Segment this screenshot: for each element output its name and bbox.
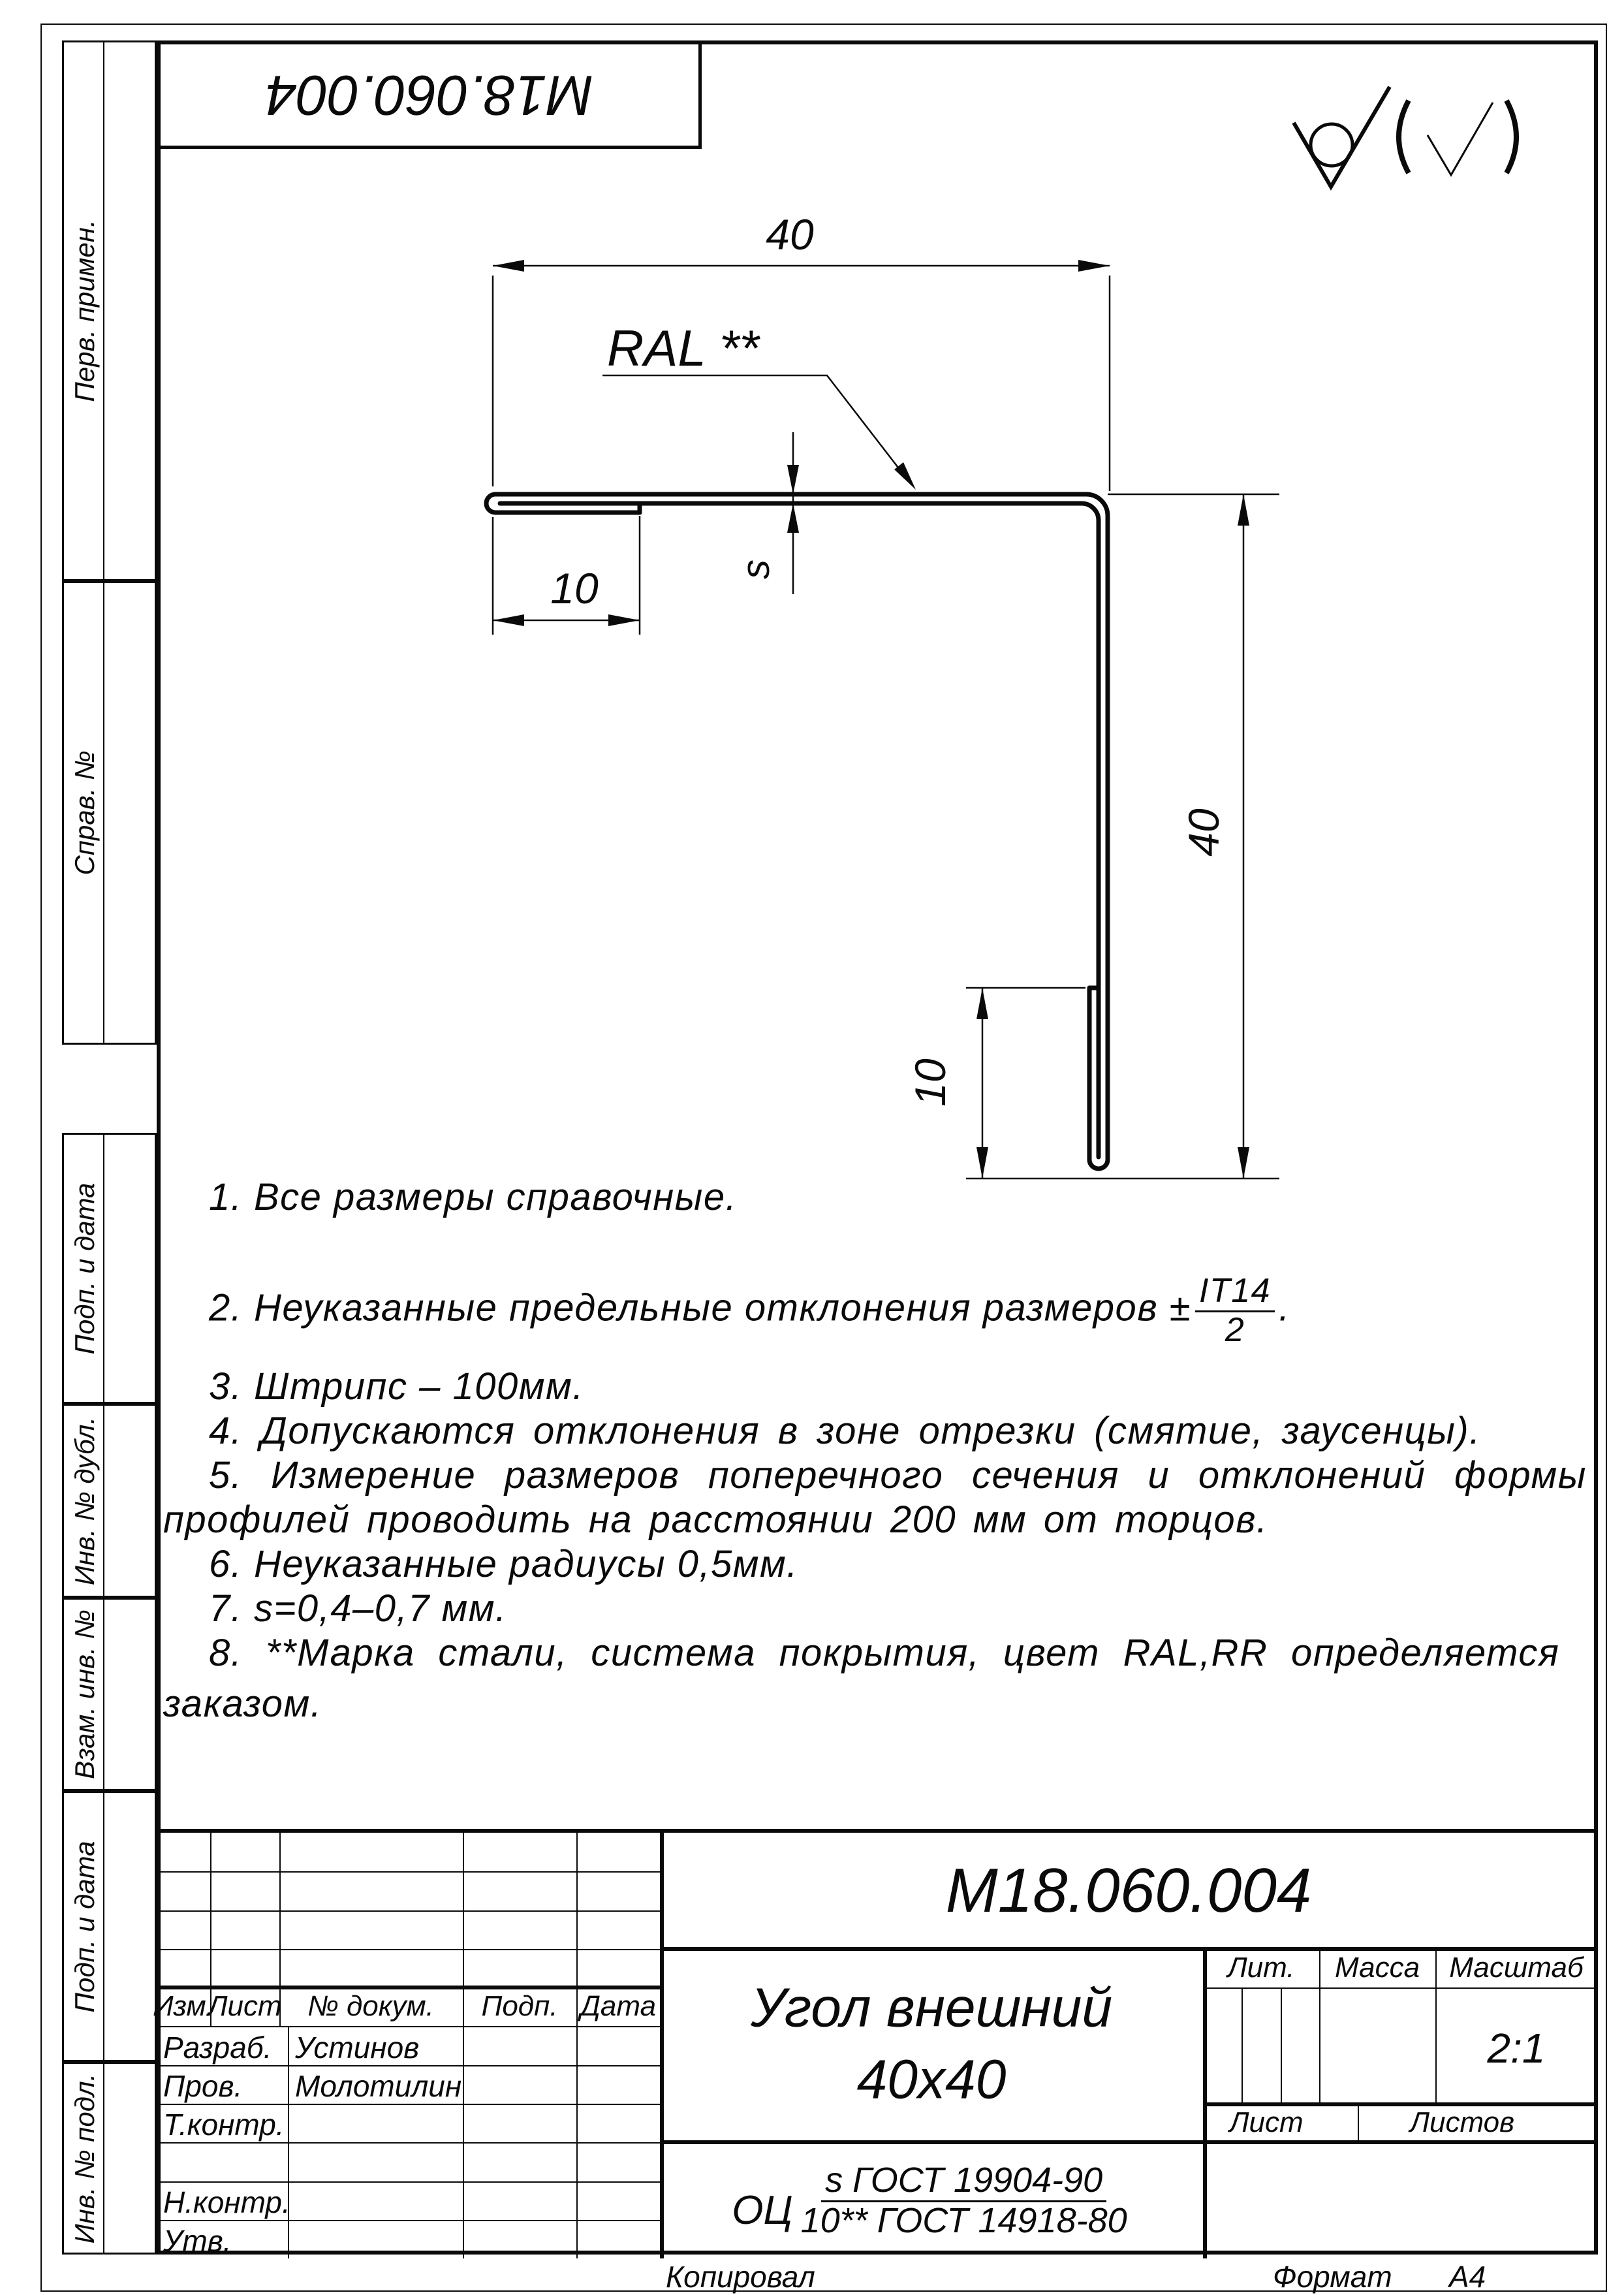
dim-thickness: s [734,560,777,579]
vstrip-divider [103,1793,104,2060]
dimension-lines [493,266,1279,1179]
header-list: Лист [208,1990,282,2022]
dimension-arrows [493,260,1249,1179]
vstrip-label: Инв. № дубл. [69,1416,100,1585]
vstrip-divider [103,1135,104,1402]
header-data: Дата [580,1990,657,2022]
part-name-line2: 40х40 [856,2048,1007,2110]
dim-top-hem: 10 [550,564,599,612]
staff-role: Утв. [163,2224,232,2258]
corner-stamp-box [157,40,702,149]
scale-value: 2:1 [1487,2025,1546,2072]
header-podp: Подп. [481,1990,558,2022]
coating-label: RAL ** [607,319,759,377]
vstrip-divider [103,583,104,1043]
note-5-line1: 5. Измерение размеров поперечного сечения и отклонений формы [209,1454,1587,1496]
staff-name: Устинов [295,2031,420,2065]
vstrip-box-vzam-inv [62,1598,157,1791]
material-numerator: s ГОСТ 19904-90 [821,2162,1106,2202]
note-8-line1: 8. **Марка стали, система покрытия, цвет RAL,RR определяется [209,1632,1560,1674]
vstrip-label: Перв. примен. [69,219,100,402]
footer-copied: Копировал [666,2260,815,2294]
note-7: 7. s=0,4–0,7 мм. [209,1587,507,1630]
material-denominator: 10** ГОСТ 14918-80 [800,2200,1127,2240]
note-2-fraction [1195,1273,1275,1348]
profile-drawing [366,170,1376,1188]
note-2 [209,1273,1290,1348]
staff-role: Пров. [163,2069,243,2103]
dim-top-width: 40 [766,210,814,259]
vstrip-divider [103,1600,104,1789]
dim-right-height: 40 [1179,808,1228,857]
part-name-line1: Угол внешний [750,1976,1113,2038]
vstrip-divider [103,42,104,579]
material-designation [660,2142,1203,2258]
vstrip-box-podp-data-2 [62,1791,157,2062]
staff-role: Т.контр. [163,2108,285,2142]
vstrip-box-sprav-no [62,581,157,1045]
material-fraction [801,2162,1127,2239]
note-2-frac-denominator: 2 [1225,1310,1245,1349]
vstrip-divider [103,2064,104,2253]
note-8-line2: заказом. [163,1683,322,1725]
note-2-text: 2. Неуказанные предельные отклонения размеров ± [209,1286,1192,1329]
note-3: 3. Штрипс – 100мм. [209,1365,584,1408]
staff-role: Разраб. [163,2031,272,2065]
staff-role: Н.контр. [163,2185,290,2219]
lit-label: Лит. [1227,1952,1295,1984]
vstrip-label: Справ. № [69,750,100,876]
vstrip-label: Подп. и дата [69,1182,100,1354]
vstrip-label: Инв. № подл. [69,2073,100,2243]
vstrip-box-inv-podl [62,2062,157,2255]
note-4: 4. Допускаются отклонения в зоне отрезки (смятие, заусенцы). [209,1410,1481,1452]
note-5-line2: профилей проводить на расстоянии 200 мм от торцов. [163,1498,1268,1541]
sheets-label: Листов [1409,2106,1515,2138]
title-block [153,1829,1598,2258]
sheet-label: Лист [1229,2106,1304,2138]
scale-label: Масштаб [1449,1952,1584,1984]
note-2-period: . [1279,1286,1290,1329]
dimension-texts [550,210,1228,1107]
header-izm: Изм. [153,1990,214,2022]
footer-format-label: Формат [1273,2260,1392,2294]
footer-format-value: А4 [1449,2260,1486,2294]
header-doc: № докум. [307,1990,434,2022]
roughness-basic-in-brackets-icon [1399,101,1516,175]
corner-stamp-doc-number: М18.060.004 [265,63,593,127]
vstrip-divider [103,1406,104,1596]
vstrip-box-perv-primen [62,40,157,581]
note-6: 6. Неуказанные радиусы 0,5мм. [209,1543,798,1585]
note-1: 1. Все размеры справочные. [209,1176,738,1218]
staff-name: Молотилин [295,2069,462,2103]
titleblock-doc-number: М18.060.004 [945,1856,1312,1925]
note-2-frac-numerator: IT14 [1195,1273,1275,1312]
vstrip-box-inv-dubl [62,1404,157,1598]
mass-label: Масса [1334,1952,1420,1984]
vstrip-box-podp-data-1 [62,1133,157,1404]
vstrip-label: Взам. инв. № [69,1609,100,1779]
vstrip-label: Подп. и дата [69,1841,100,2012]
material-prefix: ОЦ [732,2187,793,2233]
dim-bottom-hem: 10 [906,1058,954,1107]
